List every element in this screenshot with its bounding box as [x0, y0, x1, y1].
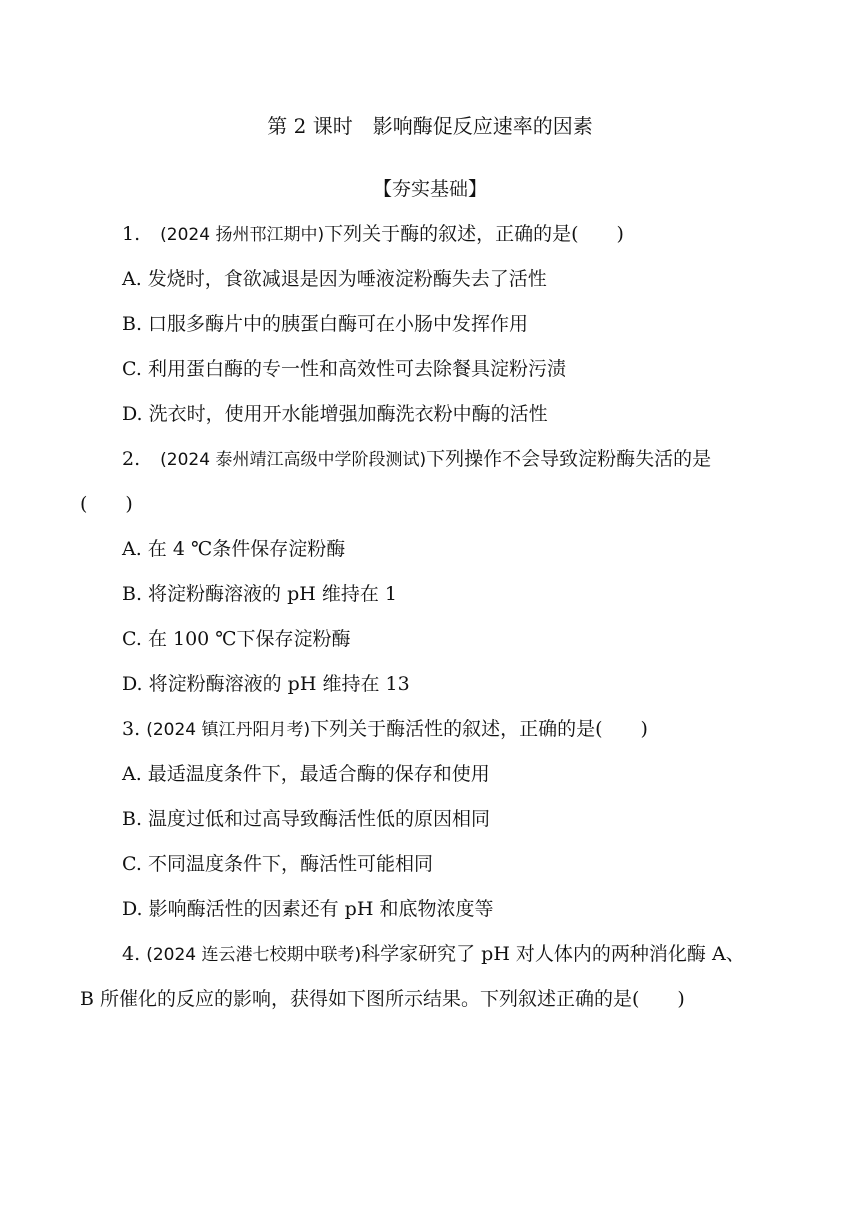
question-1-option-d: D. 洗衣时，使用开水能增强加酶洗衣粉中酶的活性 [122, 403, 548, 425]
question-2-option-a: A. 在 4 ℃条件保存淀粉酶 [122, 538, 346, 560]
question-number: 1. [122, 223, 141, 245]
question-number: 3. [122, 718, 141, 740]
question-3-option-a: A. 最适温度条件下，最适合酶的保存和使用 [122, 763, 490, 785]
question-1-option-a: A. 发烧时，食欲减退是因为唾液淀粉酶失去了活性 [122, 268, 547, 290]
question-source: (2024 镇江丹阳月考) [146, 720, 311, 740]
question-source: (2024 连云港七校期中联考) [146, 945, 362, 965]
question-2-option-c: C. 在 100 ℃下保存淀粉酶 [122, 628, 351, 650]
question-number: 2. [122, 448, 141, 470]
question-number: 4. [122, 943, 141, 965]
question-4-stem [122, 942, 745, 967]
question-4-stem-continuation: B 所催化的反应的影响，获得如下图所示结果。下列叙述正确的是( ) [80, 988, 685, 1010]
question-source: (2024 扬州邗江期中) [160, 225, 325, 245]
question-2-stem-continuation: ( ) [80, 493, 133, 515]
question-1-stem [122, 222, 624, 247]
page-title: 第 2 课时 影响酶促反应速率的因素 [267, 114, 593, 138]
question-text: 科学家研究了 pH 对人体内的两种消化酶 A、 [361, 943, 745, 965]
question-2-stem [122, 447, 711, 472]
question-text: 下列关于酶活性的叙述，正确的是( ) [310, 718, 648, 740]
question-3-option-b: B. 温度过低和过高导致酶活性低的原因相同 [122, 808, 491, 830]
question-1-option-b: B. 口服多酶片中的胰蛋白酶可在小肠中发挥作用 [122, 313, 529, 335]
question-3-option-c: C. 不同温度条件下，酶活性可能相同 [122, 853, 433, 875]
question-1-option-c: C. 利用蛋白酶的专一性和高效性可去除餐具淀粉污渍 [122, 358, 566, 380]
question-2-option-b: B. 将淀粉酶溶液的 pH 维持在 1 [122, 583, 397, 605]
question-text: 下列操作不会导致淀粉酶失活的是 [426, 448, 712, 470]
question-3-stem [122, 717, 648, 742]
question-3-option-d: D. 影响酶活性的因素还有 pH 和底物浓度等 [122, 898, 494, 920]
question-source: (2024 泰州靖江高级中学阶段测试) [160, 450, 427, 470]
question-text: 下列关于酶的叙述，正确的是( ) [324, 223, 624, 245]
section-heading: 【夯实基础】 [372, 178, 487, 200]
question-2-option-d: D. 将淀粉酶溶液的 pH 维持在 13 [122, 673, 410, 695]
